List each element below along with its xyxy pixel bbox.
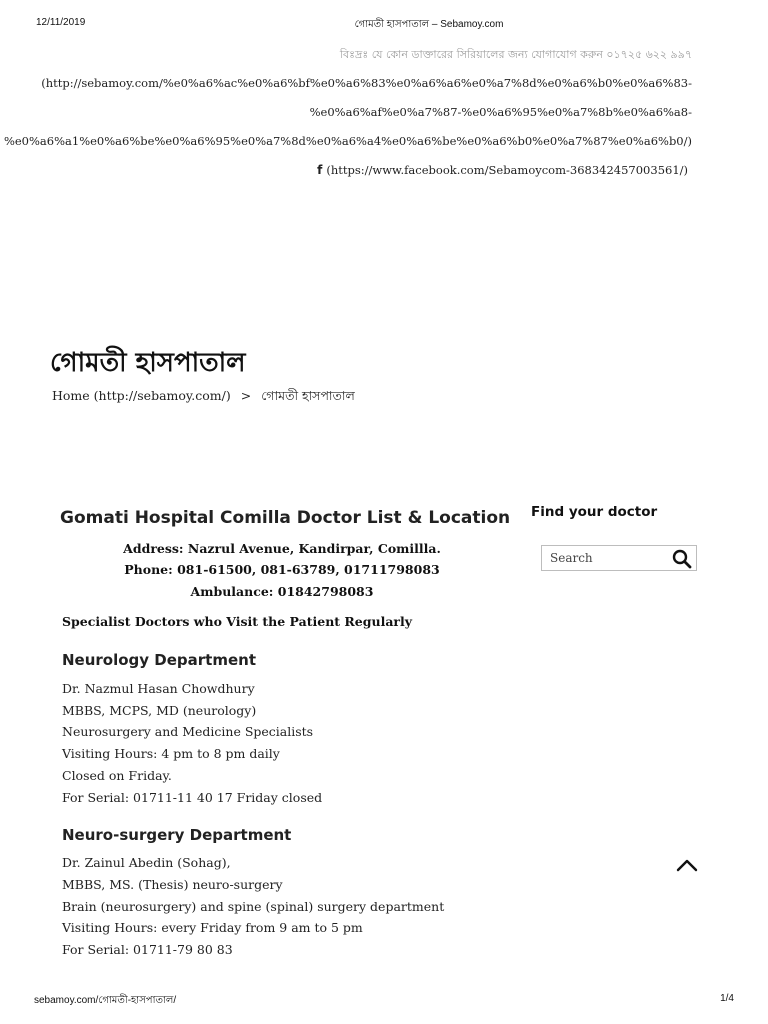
article-heading: Gomati Hospital Comilla Doctor List & Location bbox=[60, 508, 511, 528]
neurology-closed-day: Closed on Friday. bbox=[62, 768, 172, 783]
search-box bbox=[541, 545, 697, 571]
neurology-doctor-degree: MBBS, MCPS, MD (neurology) bbox=[62, 703, 257, 718]
neurosurgery-doctor-specialty: Brain (neurosurgery) and spine (spinal) surgery department bbox=[62, 899, 445, 914]
print-page-number: 1/4 bbox=[720, 993, 734, 1004]
search-input[interactable] bbox=[542, 546, 670, 570]
hospital-address: Address: Nazrul Avenue, Kandirpar, Comillla. bbox=[123, 541, 441, 556]
neurosurgery-visiting-hours: Visiting Hours: every Friday from 9 am to 5 pm bbox=[62, 920, 363, 935]
notice-link-line-2[interactable]: %e0%a6%af%e0%a7%87-%e0%a6%95%e0%a7%8b%e0%a6%a8- bbox=[309, 105, 692, 119]
breadcrumb-home-link[interactable]: Home (http://sebamoy.com/) bbox=[52, 388, 231, 403]
neurosurgery-serial: For Serial: 01711-79 80 83 bbox=[62, 942, 233, 957]
chevron-up-icon[interactable] bbox=[675, 856, 699, 874]
facebook-icon: f bbox=[317, 163, 323, 177]
notice-link-line-1[interactable]: (http://sebamoy.com/%e0%a6%ac%e0%a6%bf%e0%a6%83%e0%a6%a6%e0%a7%8d%e0%a6%b0%e0%a6%83- bbox=[41, 76, 692, 90]
neurology-doctor-name: Dr. Nazmul Hasan Chowdhury bbox=[62, 681, 255, 696]
breadcrumb-separator: > bbox=[240, 388, 252, 403]
print-title: গোমতী হাসপাতাল – Sebamoy.com bbox=[354, 19, 504, 30]
page-title: গোমতী হাসপাতাল bbox=[50, 348, 246, 378]
facebook-link-text: (https://www.facebook.com/Sebamoycom-368342457003561/) bbox=[326, 163, 688, 177]
neurosurgery-doctor-name: Dr. Zainul Abedin (Sohag), bbox=[62, 855, 231, 870]
search-icon[interactable] bbox=[672, 549, 692, 569]
neurology-serial: For Serial: 01711-11 40 17 Friday closed bbox=[62, 790, 323, 805]
neurology-doctor-specialty: Neurosurgery and Medicine Specialists bbox=[62, 724, 314, 739]
breadcrumb bbox=[52, 388, 355, 408]
hospital-phone: Phone: 081-61500, 081-63789, 01711798083 bbox=[124, 562, 440, 577]
sidebar-heading: Find your doctor bbox=[531, 504, 658, 520]
print-date: 12/11/2019 bbox=[36, 17, 86, 28]
neurology-visiting-hours: Visiting Hours: 4 pm to 8 pm daily bbox=[62, 746, 280, 761]
neurosurgery-doctor-degree: MBBS, MS. (Thesis) neuro-surgery bbox=[62, 877, 283, 892]
specialist-heading: Specialist Doctors who Visit the Patient Regularly bbox=[62, 614, 413, 629]
breadcrumb-current: গোমতী হাসপাতাল bbox=[261, 388, 355, 403]
dept-heading-neurosurgery: Neuro-surgery Department bbox=[62, 826, 292, 844]
print-url: sebamoy.com/গোমতী-হাসপাতাল/ bbox=[34, 995, 177, 1006]
serial-notice: বিঃদ্রঃ যে কোন ডাক্তারের সিরিয়ালের জন্য যোগাযোগ করুন ০১৭২৫ ৬২২ ৯৯৭ bbox=[339, 48, 692, 61]
hospital-ambulance: Ambulance: 01842798083 bbox=[190, 584, 374, 599]
dept-heading-neurology: Neurology Department bbox=[62, 651, 256, 669]
notice-link-line-3[interactable]: %e0%a6%a1%e0%a6%be%e0%a6%95%e0%a7%8d%e0%a6%a4%e0%a6%be%e0%a6%b0%e0%a7%87%e0%a6%b0/) bbox=[3, 134, 692, 148]
facebook-link[interactable] bbox=[317, 163, 688, 177]
